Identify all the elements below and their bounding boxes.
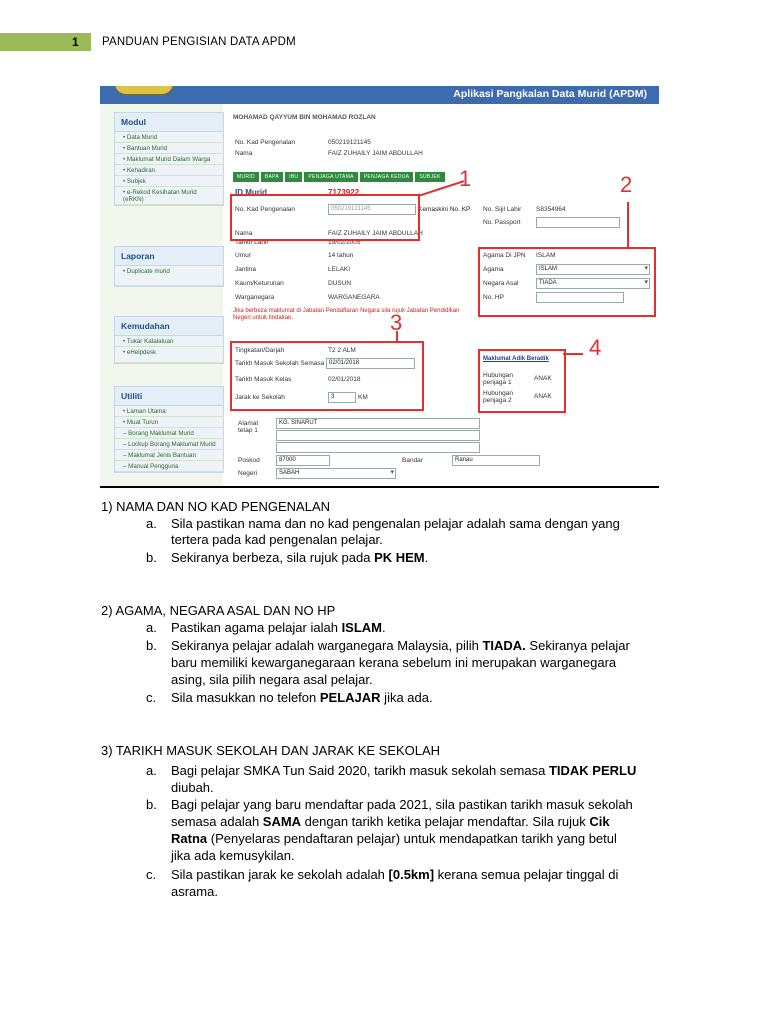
sidebar-heading: Kemudahan <box>115 317 223 336</box>
sidebar-item-manual[interactable]: – Manual Pengguna <box>115 461 223 472</box>
id-murid-label: ID Murid <box>235 188 267 197</box>
s3b-line3: Ratna (Penyelaras pendaftaran pelajar) untuk mendapatkan tarikh yang betul <box>171 831 617 846</box>
s3a-line1: Bagi pelajar SMKA Tun Said 2020, tarikh masuk sekolah semasa TIDAK PERLU <box>171 763 637 778</box>
tingkatan-value: T2 2 ALM <box>328 347 356 354</box>
tab-ibu[interactable]: IBU <box>285 172 302 182</box>
sidebar-item-borang[interactable]: – Borang Maklumat Murid <box>115 428 223 439</box>
age-label: Umur <box>235 252 251 259</box>
s3b-line1: Bagi pelajar yang baru mendaftar pada 2021, sila pastikan tarikh masuk sekolah <box>171 797 633 812</box>
s1b-marker: b. <box>146 550 157 565</box>
s1a-line1: Sila pastikan nama dan no kad pengenalan pelajar adalah sama dengan yang <box>171 516 620 531</box>
sidebar <box>100 104 223 486</box>
ic-label: No. Kad Pengenalan <box>235 206 295 213</box>
sidebar-laporan <box>114 246 224 287</box>
callout-line-4 <box>563 353 583 355</box>
callout-box-4 <box>478 349 566 413</box>
negara-label: Negara Asal <box>483 280 519 287</box>
s2c-marker: c. <box>146 690 157 705</box>
race-value: DUSUN <box>328 280 352 287</box>
sidebar-item-laman-utama[interactable]: • Laman Utama <box>115 406 223 417</box>
kemaskini-kp-link[interactable]: Kemaskini No. KP <box>418 206 471 213</box>
age-value: 14 tahun <box>328 252 354 259</box>
s3c-line2: asrama. <box>171 884 218 899</box>
section-1-heading: 1) NAMA DAN NO KAD PENGENALAN <box>101 499 330 514</box>
s3b-marker: b. <box>146 797 157 812</box>
callout-number-4: 4 <box>589 335 602 360</box>
sidebar-heading: Utiliti <box>115 387 223 406</box>
callout-number-2: 2 <box>620 172 633 197</box>
callout-box-3 <box>230 341 424 411</box>
negara-select[interactable]: TIADA ▾ <box>536 278 650 289</box>
sidebar-item-kehadiran[interactable]: • Kehadiran <box>115 165 223 176</box>
agama-select[interactable]: ISLAM ▾ <box>536 264 650 275</box>
alamat-line3-input[interactable] <box>276 442 480 453</box>
tab-bapa[interactable]: BAPA <box>261 172 283 182</box>
penjaga2-value: ANAK <box>534 393 552 400</box>
dob-value: 19/02/2005 <box>328 239 361 246</box>
sidebar-kemudahan <box>114 316 224 364</box>
jarak-label: Jarak ke Sekolah <box>235 394 285 401</box>
s3a-line2: diubah. <box>171 780 214 795</box>
s3a-marker: a. <box>146 763 157 778</box>
gender-value: LELAKI <box>328 266 351 273</box>
s2c-text: Sila masukkan no telefon PELAJAR jika ada. <box>171 690 433 705</box>
sidebar-item-subjek[interactable]: • Subjek <box>115 176 223 187</box>
passport-input[interactable] <box>536 217 620 228</box>
s3b-line2: semasa adalah SAMA dengan tarikh ketika pelajar mendaftar. Sila rujuk Cik <box>171 814 610 829</box>
sidebar-utiliti <box>114 386 224 473</box>
birthcert-label: No. Sijil Lahir <box>483 206 522 213</box>
bandar-input[interactable]: Ranau <box>452 455 540 466</box>
summary-ic-label: No. Kad Pengenalan <box>235 139 295 146</box>
poskod-input[interactable]: 87000 <box>276 455 330 466</box>
masuk-kelas-label: Tarikh Masuk Kelas <box>235 376 292 383</box>
masuk-semasa-label: Tarikh Masuk Sekolah Semasa <box>235 360 325 367</box>
jarak-unit: KM <box>358 394 368 401</box>
sidebar-item-data-murid[interactable]: • Data Murid <box>115 132 223 143</box>
gender-label: Jantina <box>235 266 256 273</box>
student-header: MOHAMAD QAYYUM BIN MOHAMAD ROZLAN <box>233 114 376 121</box>
alamat-line2-input[interactable] <box>276 430 480 441</box>
penjaga2-label: Hubungan penjaga 2 <box>483 390 513 404</box>
section-2-heading: 2) AGAMA, NEGARA ASAL DAN NO HP <box>101 603 336 618</box>
document-title: PANDUAN PENGISIAN DATA APDM <box>102 36 296 48</box>
name-label: Nama <box>235 230 253 237</box>
sidebar-item-ehelpdesk[interactable]: • eHelpdesk <box>115 347 223 363</box>
birthcert-value: S8354964 <box>536 206 566 213</box>
tingkatan-label: Tingkatan/Darjah <box>235 347 285 354</box>
bandar-label: Bandar <box>402 457 423 464</box>
alamat-line1-input[interactable]: KG. SINARUT <box>276 418 480 429</box>
tab-subjek[interactable]: SUBJEK <box>415 172 444 182</box>
s3c-marker: c. <box>146 867 157 882</box>
s2b-line2: baru memiliki kewarganegaraan kerana sebelum ini merupakan warganegara <box>171 655 617 670</box>
jarak-input[interactable]: 3 <box>328 392 356 403</box>
dob-label: Tarikh Lahir <box>235 239 269 246</box>
sidebar-heading: Modul <box>115 113 223 132</box>
s1b-text: Sekiranya berbeza, sila rujuk pada PK HEM. <box>171 550 429 565</box>
apdm-screenshot <box>100 86 659 488</box>
negeri-label: Negeri <box>238 470 258 477</box>
name-value: FAIZ ZUHAILY JAIM ABDULLAH <box>328 230 423 237</box>
tab-murid[interactable]: MURID <box>233 172 259 182</box>
s3b-line4: jika ada kemusykilan. <box>171 848 295 863</box>
penjaga1-value: ANAK <box>534 375 552 382</box>
callout-line-1 <box>418 180 464 197</box>
agama-jpn-label: Agama Di JPN <box>483 252 526 259</box>
poskod-label: Poskod <box>238 457 260 464</box>
id-murid-value: 7173922 <box>328 188 360 197</box>
callout-box-1 <box>230 194 420 241</box>
masuk-semasa-input[interactable]: 02/01/2018 <box>326 358 415 369</box>
app-banner <box>100 86 659 104</box>
callout-box-2 <box>478 247 656 317</box>
ic-input[interactable]: 050219121145 <box>328 204 416 215</box>
tab-penjaga-utama[interactable]: PENJAGA UTAMA <box>304 172 357 182</box>
s3c-line1: Sila pastikan jarak ke sekolah adalah [0.5km] kerana semua pelajar tinggal di <box>171 867 619 882</box>
sidebar-item-erkn[interactable]: • e-Rekod Kesihatan Murid (eRKN) <box>115 187 223 205</box>
sidebar-item-muat-turun[interactable]: • Muat Turun <box>115 417 223 428</box>
sidebar-item-jenis-bantuan[interactable]: – Maklumat Jenis Bantuan <box>115 450 223 461</box>
s2b-marker: b. <box>146 638 157 653</box>
jpn-warning: Jika berbeza maklumat di Jabatan Pendaftaran Negara sila rujuk Jabatan Pendidikan Negeri untuk tindakan. <box>233 308 460 321</box>
adik-beradik-link[interactable]: Maklumat Adik Beradik <box>483 356 549 362</box>
record-tabs <box>233 172 445 182</box>
callout-number-3: 3 <box>390 310 403 335</box>
nation-label: Warganegara <box>235 294 275 301</box>
sidebar-modul <box>114 112 224 206</box>
race-label: Kaum/Keturunan <box>235 280 284 287</box>
sidebar-item-bantuan-murid[interactable]: • Bantuan Murid <box>115 143 223 154</box>
s2b-line3: asing, sila pilih negara asal pelajar. <box>171 672 373 687</box>
penjaga1-label: Hubungan penjaga 1 <box>483 372 513 386</box>
sidebar-item-tukar-katalaluan[interactable]: • Tukar Katalaluan <box>115 336 223 347</box>
s2a-marker: a. <box>146 620 157 635</box>
negeri-select[interactable]: SABAH ▾ <box>276 468 396 479</box>
section-3-heading: 3) TARIKH MASUK SEKOLAH DAN JARAK KE SEKOLAH <box>101 743 441 758</box>
agama-label: Agama <box>483 266 504 273</box>
agama-jpn-value: ISLAM <box>536 252 556 259</box>
s2a-text: Pastikan agama pelajar ialah ISLAM. <box>171 620 386 635</box>
tab-penjaga-kedua[interactable]: PENJAGA KEDUA <box>360 172 414 182</box>
sidebar-item-duplicate[interactable]: • Duplicate murid <box>115 266 223 286</box>
s1a-marker: a. <box>146 516 157 531</box>
page-number: 1 <box>72 35 79 49</box>
sidebar-heading: Laporan <box>115 247 223 266</box>
passport-label: No. Passport <box>483 219 521 226</box>
masuk-kelas-value: 02/01/2018 <box>328 376 361 383</box>
hp-label: No. HP <box>483 294 504 301</box>
summary-name-value: FAIZ ZUHAILY JAIM ABDULLAH <box>328 150 423 157</box>
sidebar-item-maklumat-murid[interactable]: • Maklumat Murid Dalam Warga <box>115 154 223 165</box>
s1a-line2: tertera pada kad pengenalan pelajar. <box>171 532 383 547</box>
callout-line-2 <box>627 202 629 248</box>
summary-ic-value: 050219121145 <box>328 139 371 146</box>
nation-value: WARGANEGARA <box>328 294 380 301</box>
sidebar-item-lockup[interactable]: – Lockup Borang Maklumat Murid <box>115 439 223 450</box>
s2b-line1: Sekiranya pelajar adalah warganegara Malaysia, pilih TIADA. Sekiranya pelajar <box>171 638 630 653</box>
app-title: Aplikasi Pangkalan Data Murid (APDM) <box>453 88 647 100</box>
ministry-logo <box>114 86 174 95</box>
callout-number-1: 1 <box>459 166 472 191</box>
summary-name-label: Nama <box>235 150 253 157</box>
alamat-label: Alamat tetap 1 <box>238 420 259 434</box>
